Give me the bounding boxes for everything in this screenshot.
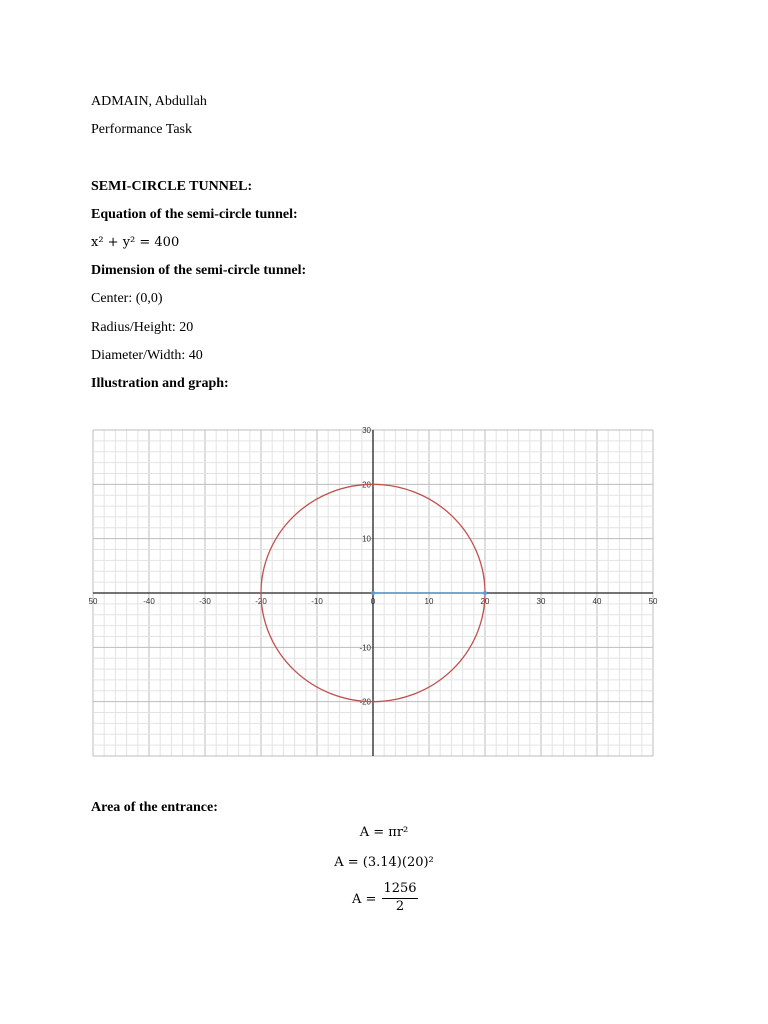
author-name: ADMAIN, Abdullah <box>91 94 207 109</box>
equation-heading: Equation of the semi-circle tunnel: <box>91 207 298 222</box>
x-tick-label: 20 <box>480 597 490 606</box>
y-tick-label: 30 <box>362 426 371 435</box>
fraction-denominator: 2 <box>395 899 405 914</box>
fraction-lhs: A = <box>352 892 377 907</box>
area-substitution: A = (3.14)(20)² <box>334 855 434 870</box>
x-tick-label: 0 <box>370 597 376 606</box>
x-tick-label: -30 <box>199 597 211 606</box>
circle-graph <box>88 425 658 761</box>
x-tick-label: -10 <box>311 597 323 606</box>
x-tick-label: 10 <box>424 597 434 606</box>
area-formula: A = πr² <box>359 825 409 840</box>
document-subtitle: Performance Task <box>91 122 193 137</box>
x-tick-label: 50 <box>88 597 98 606</box>
radius-end-point <box>483 591 487 595</box>
y-tick-label: -20 <box>359 697 371 707</box>
circle-equation: x² + y² = 400 <box>91 235 180 250</box>
x-tick-label: 40 <box>592 597 602 606</box>
y-tick-label: 20 <box>362 480 371 490</box>
radius-text: Radius/Height: 20 <box>91 320 194 335</box>
x-tick-label: -40 <box>143 597 155 606</box>
area-heading: Area of the entrance: <box>91 800 218 815</box>
fraction <box>382 881 418 915</box>
y-tick-label: 10 <box>362 534 371 544</box>
illustration-heading: Illustration and graph: <box>91 376 229 391</box>
center-text: Center: (0,0) <box>91 291 163 306</box>
section-title: SEMI-CIRCLE TUNNEL: <box>91 179 253 194</box>
x-tick-label: 30 <box>536 597 546 606</box>
y-tick-label: -10 <box>359 643 371 653</box>
radius-start-point <box>371 591 375 595</box>
dimension-heading: Dimension of the semi-circle tunnel: <box>91 263 307 278</box>
x-tick-label: -20 <box>255 597 267 606</box>
fraction-numerator: 1256 <box>382 881 418 899</box>
x-tick-label: 50 <box>648 597 658 606</box>
diameter-text: Diameter/Width: 40 <box>91 348 203 363</box>
